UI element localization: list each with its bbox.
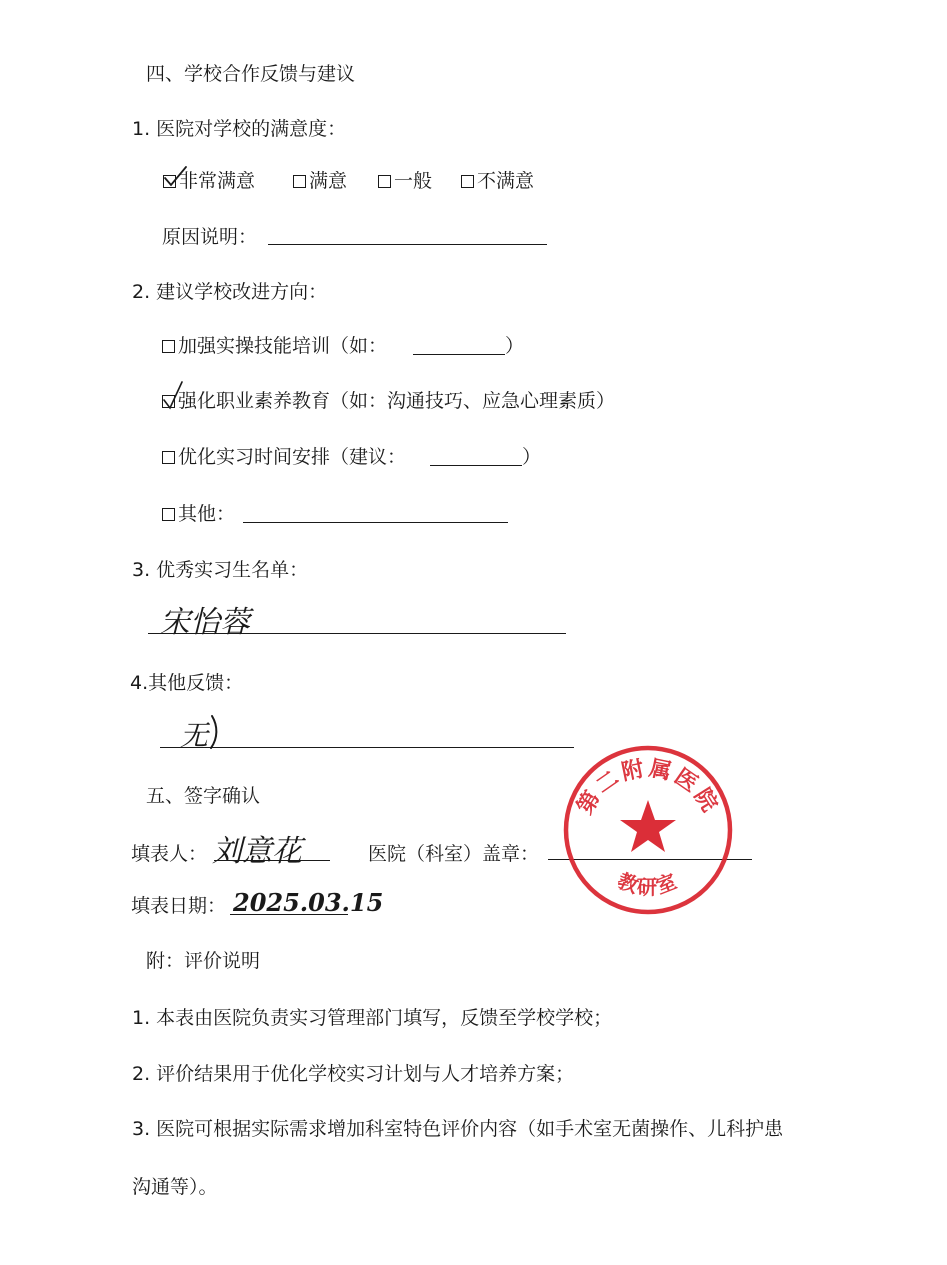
appendix-item: 2. 评价结果用于优化学校实习计划与人才培养方案； — [132, 1063, 575, 1085]
q4-title: 4.其他反馈： — [130, 672, 244, 694]
section4-title: 四、学校合作反馈与建议 — [146, 63, 356, 85]
appendix-item: 沟通等）。 — [132, 1176, 218, 1198]
option-label: 一般 — [394, 170, 433, 192]
checkmark-icon — [160, 380, 186, 412]
option-label: 优化实习时间安排（建议： — [178, 446, 407, 468]
checkbox-icon[interactable] — [378, 175, 391, 188]
other-feedback-value: 无 — [180, 719, 209, 752]
fill-date: 2025.03.15 — [233, 888, 384, 917]
filler-line[interactable] — [214, 860, 330, 861]
option-label: 其他： — [178, 503, 236, 525]
filler-signature: 刘意花 — [212, 834, 302, 869]
reason-line[interactable] — [268, 244, 547, 245]
handwritten-stroke — [208, 714, 222, 750]
checkbox-icon[interactable] — [461, 175, 474, 188]
q2-title: 2. 建议学校改进方向： — [132, 281, 328, 303]
star-icon — [620, 800, 676, 852]
option-label: 强化职业素养教育（如：沟通技巧、应急心理素质） — [178, 390, 616, 412]
q2-option-schedule[interactable] — [162, 445, 406, 469]
q1-title: 1. 医院对学校的满意度： — [132, 118, 347, 140]
q2-option-professionalism[interactable] — [162, 389, 615, 413]
date-label: 填表日期： — [131, 895, 227, 917]
option-label: 非常满意 — [179, 170, 256, 192]
seal-top-text: 第二附属医院 — [572, 756, 724, 819]
date-line[interactable] — [230, 914, 348, 915]
svg-text:教研室 — [614, 868, 681, 899]
option-label: 加强实操技能培训（如： — [178, 335, 388, 357]
reason-label: 原因说明： — [162, 226, 258, 248]
intern-name-line[interactable] — [148, 633, 566, 634]
filler-label: 填表人： — [131, 843, 208, 865]
appendix-item: 1. 本表由医院负责实习管理部门填写，反馈至学校学校； — [132, 1007, 613, 1029]
skills-blank-line[interactable] — [413, 354, 505, 355]
section5-title: 五、签字确认 — [146, 785, 261, 807]
checkmark-icon — [160, 164, 190, 190]
close-paren: ） — [505, 335, 525, 357]
feedback-line[interactable] — [160, 747, 574, 748]
q1-option-satisfied[interactable] — [293, 169, 347, 193]
q3-title: 3. 优秀实习生名单： — [132, 559, 309, 581]
checkbox-icon[interactable] — [162, 451, 175, 464]
seal-bottom-text: 教研室 — [614, 868, 682, 899]
option-label: 满意 — [309, 170, 348, 192]
q2-option-skills[interactable] — [162, 334, 387, 358]
checkbox-icon[interactable] — [293, 175, 306, 188]
checkbox-icon[interactable] — [162, 340, 175, 353]
q2-option-other[interactable] — [162, 502, 235, 526]
checkbox-icon[interactable] — [162, 508, 175, 521]
q1-option-average[interactable] — [378, 169, 432, 193]
close-paren: ） — [522, 446, 542, 468]
appendix-item: 3. 医院可根据实际需求增加科室特色评价内容（如手术室无菌操作、儿科护患 — [132, 1118, 784, 1140]
other-blank-line[interactable] — [243, 522, 508, 523]
option-label: 不满意 — [477, 170, 535, 192]
schedule-blank-line[interactable] — [430, 465, 522, 466]
excellent-intern-name: 宋怡蓉 — [160, 605, 250, 640]
seal-label: 医院（科室）盖章： — [368, 843, 540, 865]
q1-option-unsatisfied[interactable] — [461, 169, 534, 193]
hospital-seal — [560, 742, 734, 918]
appendix-title: 附：评价说明 — [146, 950, 261, 972]
